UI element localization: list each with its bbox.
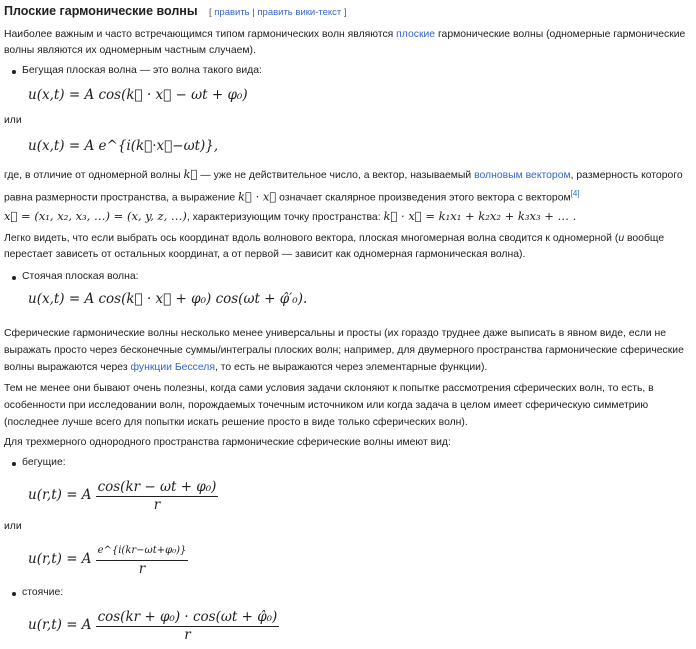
- intro-paragraph: Наиболее важным и часто встречающимся типом гармонических волн являются плоские гармонические волны (одномерные гармонические волны являются их одномерным частным случаем).: [4, 29, 686, 56]
- list-item: Стоячая плоская волна:: [22, 269, 692, 285]
- reference-link[interactable]: [4]: [570, 189, 580, 198]
- fraction: $\frac{\text{cos(kr + φ₀) · cos(ωt + φ̂₀)}}{r}$: [97, 608, 278, 643]
- three-d-paragraph: Для трехмерного однородного пространства гармонические сферические волны имеют вид:: [4, 437, 451, 449]
- bessel-link[interactable]: функции Бесселя: [130, 362, 215, 374]
- wave-vector-link[interactable]: волновым вектором: [474, 170, 571, 181]
- k-vector: k⃗: [183, 167, 198, 181]
- fraction: $\frac{\text{cos(kr − ωt + φ₀)}}{r}$: [97, 478, 217, 513]
- section-heading: [4, 0, 692, 23]
- or-text: или: [4, 115, 22, 126]
- formula-spherical-exp: u(r,t) = A $\frac{\text{e\textasciicircum{}\{i(kr−ωt+φ₀)\}}}{r}$: [28, 535, 692, 583]
- list-item: Бегущая плоская волна — это волна такого вида:: [22, 63, 692, 79]
- formula-traveling-cos: u(x,t) = A cos(k⃗ · x⃗ − ωt + φ₀): [28, 87, 248, 103]
- standing-wave-list: [4, 269, 692, 285]
- spherical-paragraph: Сферические гармонические волны несколько менее универсальны и просты (их гораздо труднее даже выписать в явном виде, если не выражать просто через бесконечные суммы/интегралы плоских волн; например, для двумерного пространства гармонические сферические волны выражаются через функции Бесселя, то есть не выражаются через элементарные функции).: [4, 328, 684, 374]
- list-item: стоячие:: [22, 585, 692, 601]
- standing-spherical-list: [4, 585, 692, 601]
- axis-note-paragraph: Легко видеть, что если выбрать ось координат вдоль волнового вектора, плоская многомерная волна сводится к одномерной (u вообще перестает зависеть от остальных координат, а от первой — зависит как одномерная гармоническая волна).: [4, 233, 665, 261]
- running-spherical-list: [4, 455, 692, 471]
- wave-vector-paragraph: где, в отличие от одномерной волны k⃗ — уже не действительное число, а вектор, называемый волновым вектором, размерность которого равна размерности пространства, а выражение k⃗ · x⃗ означает скалярное произведения этого вектора с вектором[4] x⃗ = (x₁, x₂, x₃, …) = (x, y, z, …), характеризующим точку пространства: k⃗ · x⃗ = k₁x₁ + k₂x₂ + k₃x₃ + … .: [4, 167, 683, 224]
- edit-source-link[interactable]: править вики-текст: [257, 7, 342, 18]
- section-title: Плоские гармонические волны: [4, 4, 198, 18]
- useful-paragraph: Тем не менее они бывают очень полезны, когда сами условия задачи склоняют к попытке рассмотрения сферических волн, то есть, в особенности при исследовании волн, порождаемых точечным источником или когда задача в целом имеет сферическую симметрию (последнее лучше всего для попытки искать решение просто в виде только сферических волн).: [4, 383, 654, 429]
- formula-spherical-standing: u(r,t) = A $\frac{\text{cos(kr + φ₀) · cos(ωt + φ̂₀)}}{r}$: [28, 608, 278, 643]
- formula-spherical-cos: u(r,t) = A $\frac{\text{cos(kr − ωt + φ₀)}}{r}$: [28, 478, 217, 513]
- dot-expansion: k⃗ · x⃗ = k₁x₁ + k₂x₂ + k₃x₃ + … .: [383, 209, 577, 224]
- formula-traveling-exp: u(x,t) = A e^{i(k⃗·x⃗−ωt)},: [28, 138, 219, 154]
- plane-link[interactable]: плоские: [396, 29, 436, 40]
- dot-product: k⃗ · x⃗: [238, 189, 277, 204]
- or-text: или: [4, 521, 22, 533]
- x-vector: x⃗ = (x₁, x₂, x₃, …) = (x, y, z, …): [4, 209, 187, 224]
- edit-links: [ править | править вики-текст ]: [208, 7, 347, 18]
- formula-standing: u(x,t) = A cos(k⃗ · x⃗ + φ₀) cos(ωt + φ̂′₀).: [28, 291, 308, 308]
- list-item: бегущие:: [22, 455, 692, 471]
- fraction: $\frac{\text{e\textasciicircum{}\{i(kr−ωt+φ₀)\}}}{r}$: [96, 542, 189, 577]
- traveling-wave-list: [4, 63, 692, 79]
- edit-link[interactable]: править: [214, 7, 250, 18]
